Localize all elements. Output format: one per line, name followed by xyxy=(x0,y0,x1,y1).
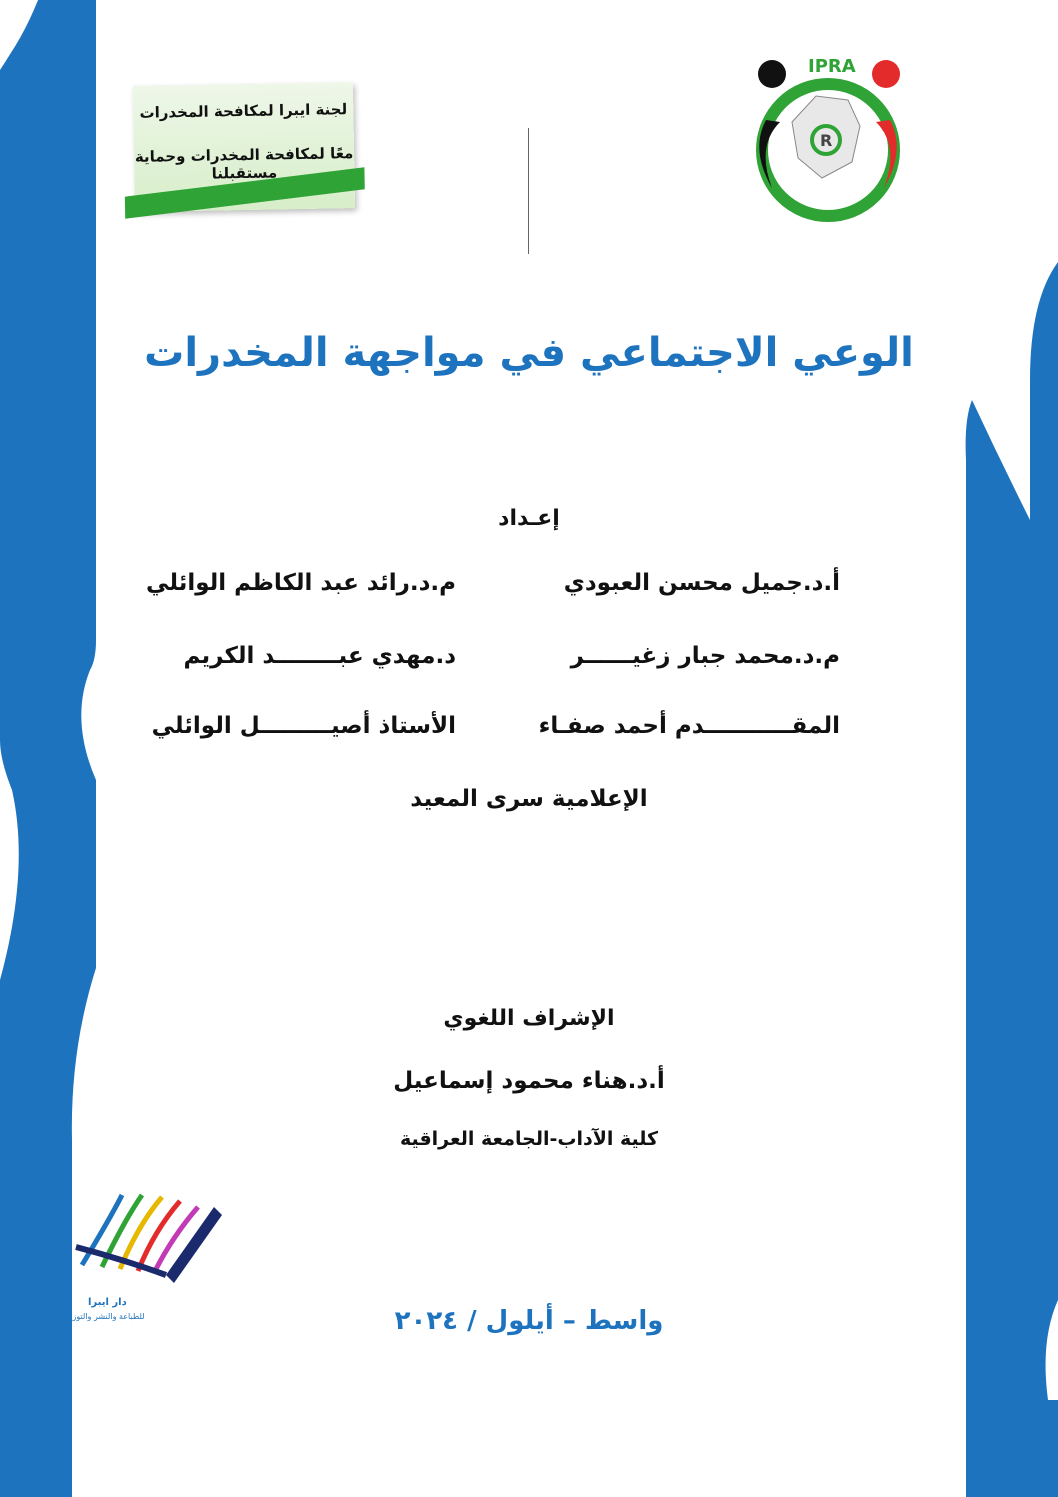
svg-text:R: R xyxy=(820,131,833,150)
publisher-name: دار ايبرا xyxy=(88,1297,127,1308)
committee-line-2: معًا لمكافحة المخدرات وحماية مستقبلنا xyxy=(134,144,354,183)
author-name: د.مهدي عبــــــــد الكريم xyxy=(183,643,456,669)
footer-date: واسط – أيلول / ٢٠٢٤ xyxy=(394,1306,664,1336)
ipra-ring-text: جمعية العلاقات العامة العراقية xyxy=(660,218,784,290)
author-name: أ.د.جميل محسن العبودي xyxy=(563,570,840,596)
author-name-single: الإعلامية سرى المعيد xyxy=(410,786,648,812)
ipra-abbr: IPRA xyxy=(808,56,856,77)
prepared-by-heading: إعـداد xyxy=(498,506,560,531)
page-title: الوعي الاجتماعي في مواجهة المخدرات xyxy=(144,330,914,376)
ipra-logo-icon xyxy=(660,50,916,290)
header-divider xyxy=(528,128,529,254)
author-name: م.د.رائد عبد الكاظم الوائلي xyxy=(146,570,456,596)
supervisor-affiliation: كلية الآداب-الجامعة العراقية xyxy=(399,1128,659,1150)
publisher-tagline: للطباعة والنشر والتوزيع xyxy=(66,1312,145,1321)
author-name: المقـــــــــــدم أحمد صفـاء xyxy=(538,713,840,739)
supervisor-name: أ.د.هناء محمود إسماعيل xyxy=(393,1068,665,1094)
committee-badge xyxy=(133,82,355,212)
supervision-heading: الإشراف اللغوي xyxy=(443,1006,615,1031)
committee-line-1: لجنة ايبرا لمكافحة المخدرات xyxy=(139,100,348,122)
author-name: الأستاذ أصيـــــــــل الوائلي xyxy=(151,713,456,739)
author-name: م.د.محمد جبار زغيــــــر xyxy=(570,643,840,669)
